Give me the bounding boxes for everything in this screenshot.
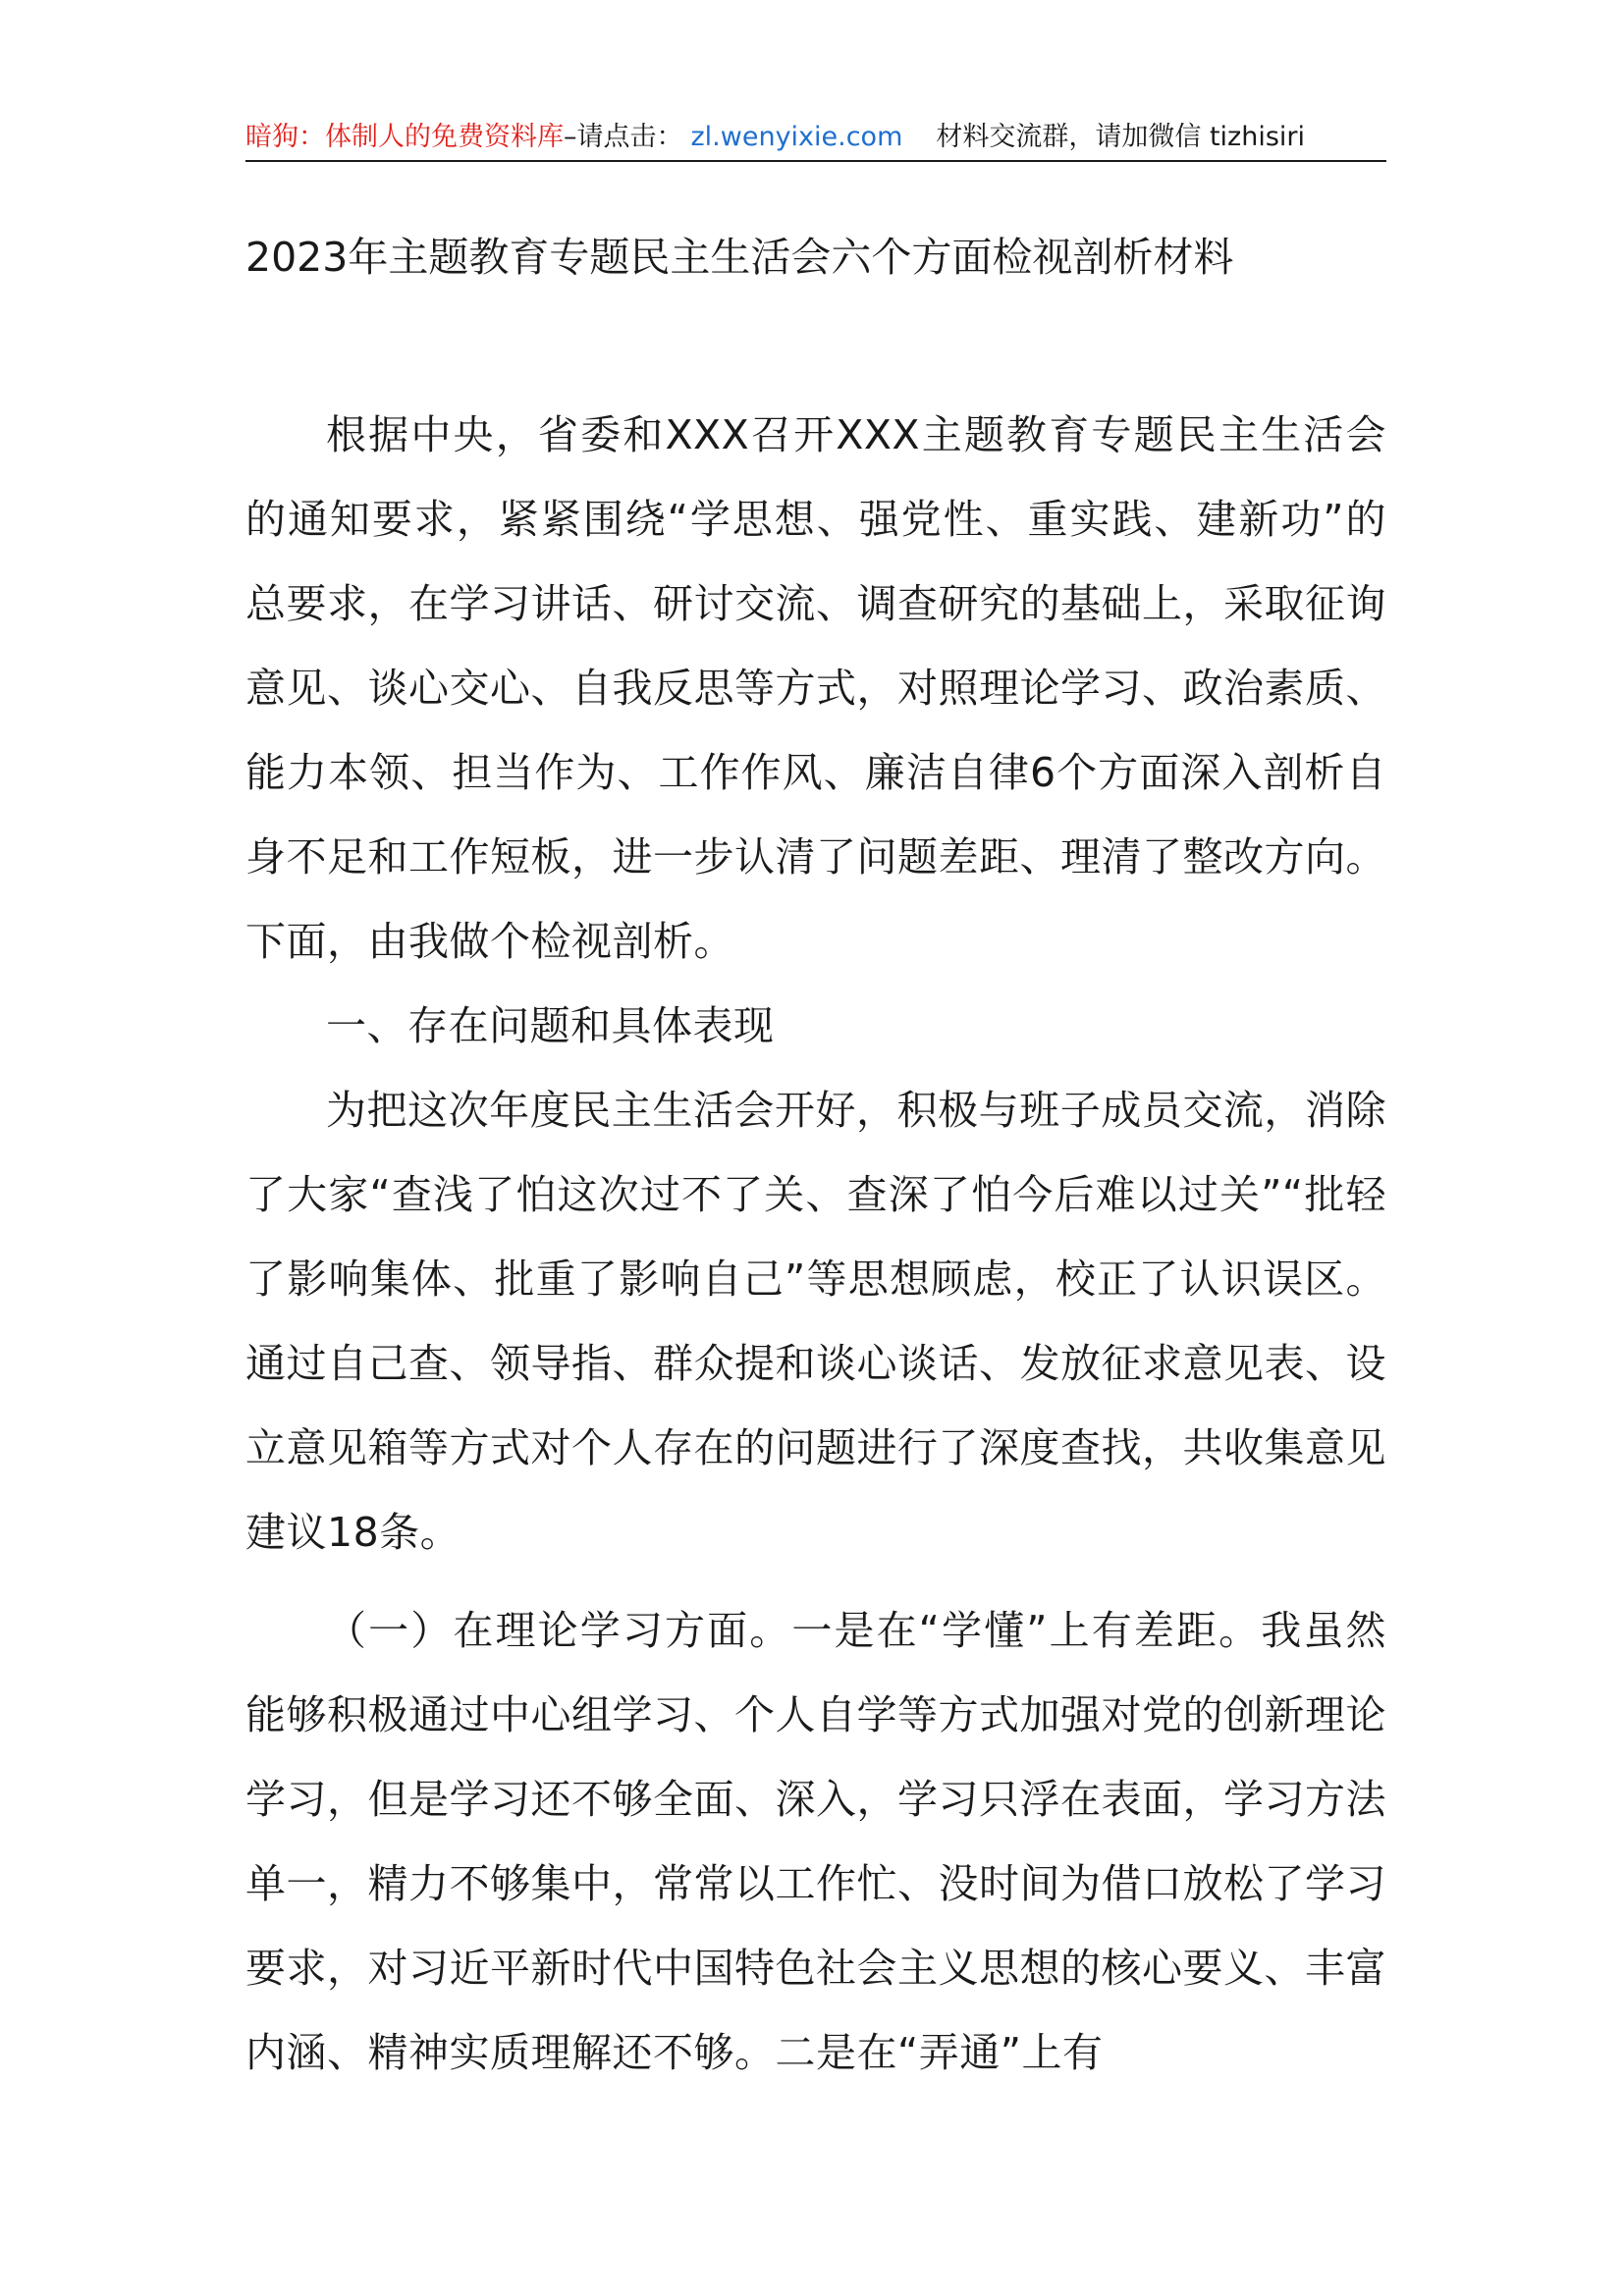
document-body <box>245 393 1386 2095</box>
section-heading: 一、存在问题和具体表现 <box>326 1002 775 1049</box>
header-divider <box>245 160 1386 162</box>
document-title: 2023年主题教育专题民主生活会六个方面检视剖析材料 <box>245 234 1234 281</box>
promo-link[interactable]: zl.wenyixie.com <box>690 122 903 152</box>
body-paragraph: 为把这次年度民主生活会开好，积极与班子成员交流，消除了大家“查浅了怕这次过不了关、查深了怕今后难以过关”“批轻了影响集体、批重了影响自己”等思想顾虑，校正了认识误区。通过自己查、领导指、群众提和谈心谈话、发放征求意见表、设立意见箱等方式对个人存在的问题进行了深度查找，共收集意见建议18条。 <box>245 1087 1386 1556</box>
body-paragraph: （一）在理论学习方面。一是在“学懂”上有差距。我虽然能够积极通过中心组学习、个人自学等方式加强对党的创新理论学习，但是学习还不够全面、深入，学习只浮在表面，学习方法单一，精力不够集中，常常以工作忙、没时间为借口放松了学习要求，对习近平新时代中国特色社会主义思想的核心要义、丰富内涵、精神实质理解还不够。二是在“弄通”上有 <box>245 1607 1386 2076</box>
promo-prompt: –请点击： <box>564 122 683 152</box>
wechat-ad-text: 材料交流群，请加微信 tizhisiri <box>936 122 1306 152</box>
intro-paragraph: 根据中央，省委和XXX召开XXX主题教育专题民主生活会的通知要求，紧紧围绕“学思想、强党性、重实践、建新功”的总要求，在学习讲话、研讨交流、调查研究的基础上，采取征询意见、谈心交心、自我反思等方式，对照理论学习、政治素质、能力本领、担当作为、工作作风、廉洁自律6个方面深入剖析自身不足和工作短板，进一步认清了问题差距、理清了整改方向。下面，由我做个检视剖析。 <box>245 411 1386 965</box>
promo-text: 暗狗：体制人的免费资料库 <box>245 122 564 152</box>
page-header <box>245 116 1386 159</box>
